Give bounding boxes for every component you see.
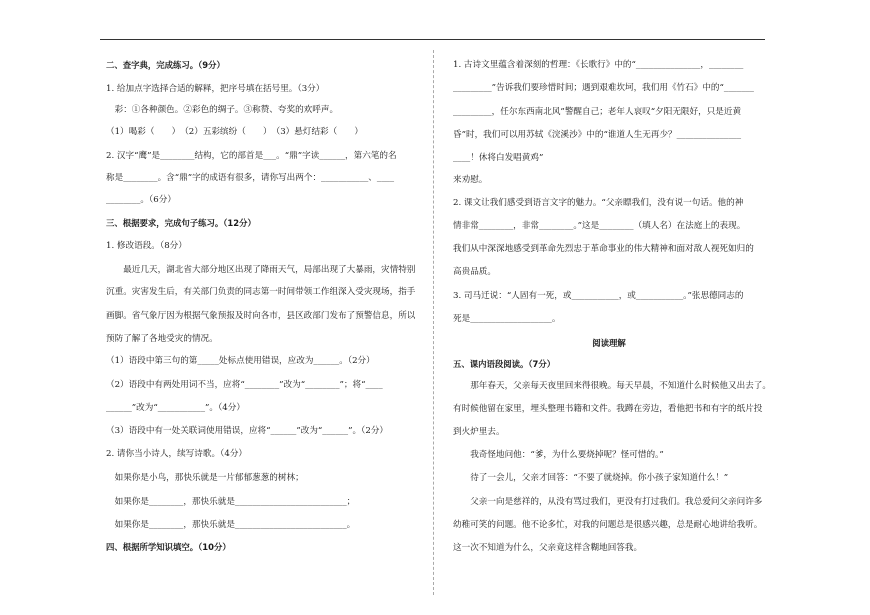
text-line: 昏”时，我们可以用苏轼《浣溪沙》中的“谁道人生无再少？_______________: [453, 130, 742, 140]
text-line: 称是________。含“鼎”字的成语有很多，请你写出两个：___________、____: [106, 173, 395, 183]
text-line: 如果你是________，那快乐就是__________________________；: [106, 497, 356, 507]
text-line: 画脚。省气象厅因为根据气象预报及时向各市，县区政部门发布了预警信息，所以: [106, 311, 416, 321]
text-line: 预防了解了各地受灾的情况。: [106, 334, 218, 344]
text-line: 来劝慰。: [453, 175, 488, 185]
text-line: 阅读理解: [592, 338, 626, 348]
text-line: （2）语段中有两处用词不当，应将“________”改为“________”；将“____: [106, 380, 383, 390]
text-line: 2. 汉字“鹰”是________结构，它的部首是___。“鼎”字读______，第六笔的名: [106, 151, 397, 161]
text-line: 2. 课文让我们感受到语言文字的魅力。“父亲瞟我们，没有说一句话。他的神: [453, 198, 744, 208]
text-line: 如果你是小鸟，那快乐就是一片郁郁葱葱的树林；: [106, 473, 304, 483]
text-line: 3. 司马迁说：“人固有一死，或___________，或___________。”张思德同志的: [453, 291, 744, 301]
text-line: 五、课内语段阅读。（7分）: [453, 359, 556, 369]
text-line: 到火炉里去。: [453, 427, 505, 437]
top-rule: [100, 39, 765, 40]
text-line: （1）语段中第三句的第_____处标点使用错误，应改为______。（2分）: [106, 356, 375, 366]
text-line: 情非常________，非常________。”这是________（填人名）在法庭上的表现。: [453, 221, 746, 231]
text-line: _________”告诉我们要珍惜时间；遇到艰难坎坷，我们用《竹石》中的“_______: [453, 83, 754, 93]
text-line: 我们从中深深地感受到革命先烈忠于革命事业的伟大精神和面对敌人视死如归的: [453, 244, 754, 254]
text-line: 父亲一向是慈祥的，从没有骂过我们，更没有打过我们。我总爱问父亲问许多: [453, 497, 763, 507]
text-line: 2. 请你当小诗人，续写诗歌。（4分）: [106, 449, 248, 459]
text-line: 幼稚可笑的问题。他不论多忙，对我的问题总是很感兴趣，总是耐心地讲给我听。: [453, 520, 763, 530]
text-line: 有时候他留在家里，埋头整理书籍和文件。我蹲在旁边，看他把书和有字的纸片投: [453, 404, 763, 414]
text-line: 三、根据要求，完成句子练习。（12分）: [106, 218, 256, 228]
text-line: （1）喝彩（ ） （2）五彩缤纷（ ） （3）悬灯结彩（ ）: [106, 127, 364, 137]
text-line: 最近几天，湖北省大部分地区出现了降雨天气，局部出现了大暴雨，灾情特别: [106, 265, 416, 275]
text-line: （3）语段中有一处关联词使用错误，应将“______”改为“______”。（2分）: [106, 426, 389, 436]
text-line: ________。（6分）: [106, 195, 176, 205]
text-line: 这一次不知道为什么，父亲竟这样含糊地回答我。: [453, 543, 643, 553]
text-line: 沉重。灾害发生后，有关部门负责的同志第一时间带领工作组深入受灾现场，指手: [106, 287, 416, 297]
text-line: 待了一会儿，父亲才回答：“不要了就烧掉。你小孩子家知道什么！”: [453, 473, 729, 483]
text-line: 我奇怪地问他：“爹，为什么要烧掉呢？怪可惜的。”: [453, 450, 664, 460]
text-line: 1. 修改语段。（8分）: [106, 241, 187, 251]
text-line: 如果你是________，那快乐就是__________________________。: [106, 520, 356, 530]
text-line: 彩：①各种颜色。②彩色的绸子。③称赞、夸奖的欢呼声。: [106, 105, 339, 115]
column-divider: [433, 50, 434, 595]
text-line: 那年春天，父亲每天夜里回来得很晚。每天早晨，不知道什么时候他又出去了。: [453, 381, 771, 391]
text-line: ______”改为“___________”。（4分）: [106, 403, 245, 413]
text-line: ____！休将白发唱黄鸡”: [453, 153, 544, 163]
text-line: 死是___________________。: [453, 314, 561, 324]
text-line: 高贵品质。: [453, 267, 496, 277]
text-line: 1. 古诗文里蕴含着深刻的哲理：《长歌行》中的“_______________，________: [453, 60, 744, 70]
text-line: 1. 给加点字选择合适的解释，把序号填在括号里。（3分）: [106, 84, 325, 94]
text-line: 二、查字典，完成练习。（9分）: [106, 60, 225, 70]
text-line: _________，任尔东西南北风”警醒自己；老年人哀叹“夕阳无限好，只是近黄: [453, 107, 742, 117]
text-line: 四、根据所学知识填空。（10分）: [106, 542, 231, 552]
